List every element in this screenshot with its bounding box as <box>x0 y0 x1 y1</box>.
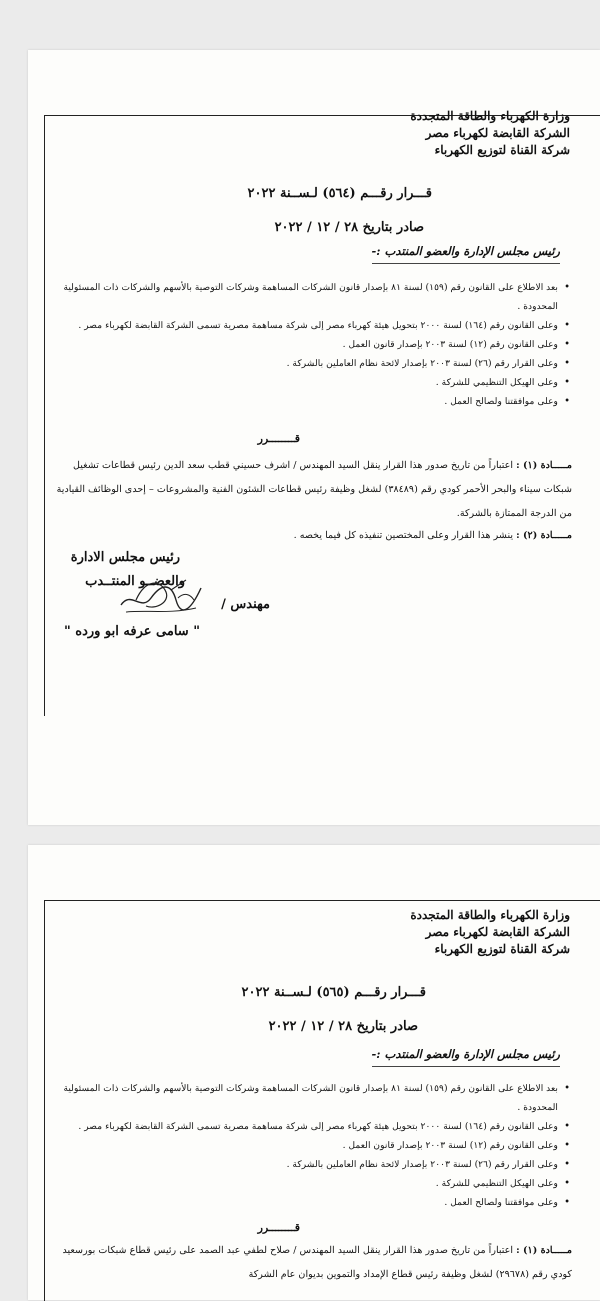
article-1-label: مـــــادة (١) : <box>516 460 572 471</box>
distribution-company-name: شركة القناة لتوزيع الكهرباء <box>434 143 570 157</box>
decision-number: قـــرار رقـــم (٥٦٥) لـســنة ٢٠٢٢ <box>241 985 426 1000</box>
consideration-item: • وعلى الهيكل التنظيمي للشركة . <box>48 1174 570 1193</box>
handwritten-signature <box>116 570 206 620</box>
article-2-text: ينشر هذا القرار وعلى المختصين تنفيذه كل فيما يخصه . <box>293 530 514 541</box>
letterhead <box>410 907 570 958</box>
chairman-heading-text: رئيس مجلس الإدارة والعضو المنتدب :- <box>371 244 560 258</box>
chairman-heading <box>372 1047 561 1061</box>
article-1-text: اعتباراً من تاريخ صدور هذا القرار ينقل السيد المهندس / اشرف حسيني قطب سعد الدين رئيس قطاعات تشغيل شبكات سيناء والبحر الأحمر كودي رقم (٣٨٤٨٩) لشغل وظيفة رئيس قطاعات الشئون الفنية والمشروعات – إحدى الوظائف القيادية من الدرجة الممتازة بالشركة. <box>56 460 572 519</box>
holding-company-name: الشركة القابضة لكهرباء مصر <box>425 925 570 939</box>
article-1 <box>48 1239 572 1287</box>
document-page-2 <box>28 845 600 1300</box>
article-2 <box>48 524 572 548</box>
letterhead <box>410 108 570 159</box>
signature-title-2: والعضــو المنتــدب <box>85 574 185 589</box>
document-page-1 <box>28 50 600 825</box>
chairman-heading <box>372 244 561 258</box>
signature-name: " سامى عرفه ابو ورده " <box>63 624 200 639</box>
article-1 <box>48 454 572 526</box>
consideration-item: • بعد الاطلاع على القانون رقم (١٥٩) لسنة ٨١ بإصدار قانون الشركات المساهمة وشركات التوصية بالأسهم والشركات ذات المسئولية المحدودة . <box>48 1079 570 1117</box>
distribution-company-name: شركة القناة لتوزيع الكهرباء <box>434 942 570 956</box>
considerations-list <box>48 278 570 411</box>
article-1-label: مـــــادة (١) : <box>516 1245 572 1256</box>
decides-heading <box>258 432 300 445</box>
consideration-item: • وعلى القانون رقم (١٦٤) لسنة ٢٠٠٠ بتحويل هيئة كهرباء مصر إلى شركة مساهمة مصرية تسمى الشركة القابضة لكهرباء مصر . <box>48 316 570 335</box>
consideration-item: • بعد الاطلاع على القانون رقم (١٥٩) لسنة ٨١ بإصدار قانون الشركات المساهمة وشركات التوصية بالأسهم والشركات ذات المسئولية المحدودة . <box>48 278 570 316</box>
holding-company-name: الشركة القابضة لكهرباء مصر <box>425 126 570 140</box>
article-1-text: اعتباراً من تاريخ صدور هذا القرار ينقل السيد المهندس / صلاح لطفي عبد الصمد على رئيس قطاع شبكات بورسعيد كودي رقم (٢٩٦٧٨) لشغل وظيفة رئيس قطاع الإمداد والتموين بديوان عام الشركة <box>62 1245 572 1280</box>
heading-underline <box>372 263 561 264</box>
signature-title-1: رئيس مجلس الادارة <box>70 550 180 565</box>
consideration-item: • وعلى الهيكل التنظيمي للشركة . <box>48 373 570 392</box>
consideration-item: • وعلى القرار رقم (٢٦) لسنة ٢٠٠٣ بإصدار لائحة نظام العاملين بالشركة . <box>48 354 570 373</box>
signature-engineer: مهندس / <box>221 597 270 612</box>
heading-underline <box>372 1066 561 1067</box>
article-2-label: مـــــادة (٢) : <box>516 530 572 541</box>
chairman-heading-text: رئيس مجلس الإدارة والعضو المنتدب :- <box>371 1047 560 1061</box>
consideration-item: • وعلى القانون رقم (١٦٤) لسنة ٢٠٠٠ بتحويل هيئة كهرباء مصر إلى شركة مساهمة مصرية تسمى الشركة القابضة لكهرباء مصر . <box>48 1117 570 1136</box>
ministry-name: وزارة الكهرباء والطاقة المتجددة <box>410 908 570 922</box>
decides-text: قــــــــرر <box>257 432 300 445</box>
consideration-item: • وعلى موافقتنا ولصالح العمل . <box>48 1193 570 1212</box>
consideration-item: • وعلى القانون رقم (١٢) لسنة ٢٠٠٣ بإصدار قانون العمل . <box>48 335 570 354</box>
decision-number: قـــرار رقـــم (٥٦٤) لـســنة ٢٠٢٢ <box>247 186 432 201</box>
considerations-list <box>48 1079 570 1212</box>
ministry-name: وزارة الكهرباء والطاقة المتجددة <box>410 109 570 123</box>
issue-date: صادر بتاريخ ٢٨ / ١٢ / ٢٠٢٢ <box>274 220 424 235</box>
issue-date: صادر بتاريخ ٢٨ / ١٢ / ٢٠٢٢ <box>268 1019 418 1034</box>
consideration-item: • وعلى القانون رقم (١٢) لسنة ٢٠٠٣ بإصدار قانون العمل . <box>48 1136 570 1155</box>
decides-text: قــــــــرر <box>257 1221 300 1234</box>
consideration-item: • وعلى القرار رقم (٢٦) لسنة ٢٠٠٣ بإصدار لائحة نظام العاملين بالشركة . <box>48 1155 570 1174</box>
consideration-item: • وعلى موافقتنا ولصالح العمل . <box>48 392 570 411</box>
decides-heading <box>258 1221 300 1234</box>
